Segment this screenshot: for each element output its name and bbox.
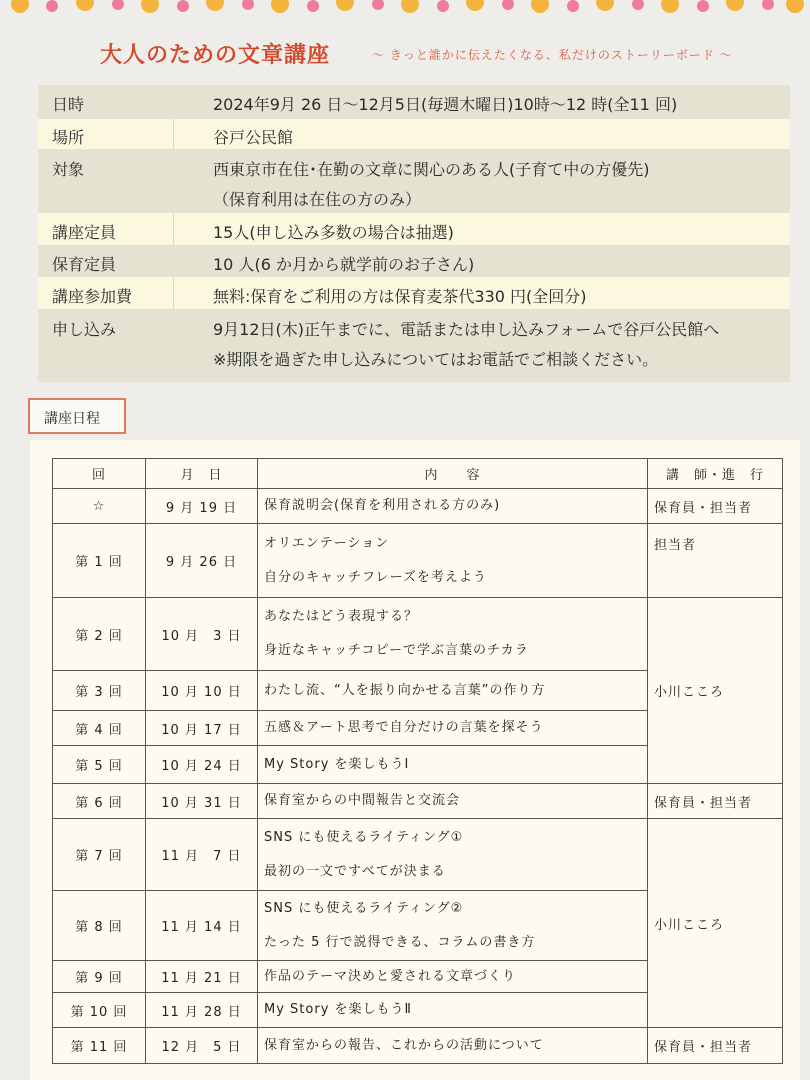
session-date: 11 月 14 日 (146, 891, 258, 961)
session-date: 10 月 24 日 (146, 746, 258, 784)
course-info-table (38, 85, 790, 382)
info-row-place (38, 119, 790, 149)
content-line: わたし流、“人を振り向かせる言葉”の作り方 (264, 682, 546, 698)
session-no: ☆ (53, 489, 146, 524)
session-content (258, 784, 648, 819)
info-value: 2024年9月 26 日～12月5日(毎週木曜日)10時～12 時(全11 回) (213, 95, 678, 114)
session-instructor: 小川こころ (648, 598, 783, 784)
content-line: 最初の一文ですべてが決まる (264, 863, 446, 879)
info-key: 対象 (52, 160, 85, 179)
info-row-capacity (38, 213, 790, 245)
content-line: あなたはどう表現する？ (264, 609, 419, 624)
content-line: 自分のキャッチフレーズを考えよう (264, 569, 487, 585)
content-line: 五感＆アート思考で自分だけの言葉を探そう (264, 720, 544, 735)
session-no: 第 10 回 (53, 993, 146, 1028)
session-content (258, 598, 648, 671)
session-no: 第 7 回 (53, 819, 146, 891)
session-content (258, 489, 648, 524)
session-date: 11 月 28 日 (146, 993, 258, 1028)
content-line: オリエンテーション (264, 535, 390, 551)
session-content (258, 746, 648, 784)
session-content (258, 1028, 648, 1064)
session-date: 12 月 5 日 (146, 1028, 258, 1064)
info-value: 9月12日(木)正午までに、電話または申し込みフォームで谷戸公民館へ (213, 320, 720, 339)
content-line: SNS にも使えるライティング② (264, 900, 464, 916)
page-subtitle: 〜 きっと誰かに伝えたくなる、私だけのストーリーボード 〜 (372, 48, 733, 62)
info-key: 申し込み (52, 320, 117, 339)
info-value: 15人(申し込み多数の場合は抽選) (213, 223, 454, 242)
info-key: 講座定員 (52, 223, 117, 242)
session-instructor: 保育員・担当者 (648, 489, 783, 524)
header-instructor: 講 師・進 行 (648, 459, 783, 489)
schedule-label-box (28, 398, 126, 434)
header-date: 月 日 (146, 459, 258, 489)
content-line: SNS にも使えるライティング① (264, 829, 464, 845)
session-date: 9 月 19 日 (146, 489, 258, 524)
info-row-childcare (38, 245, 790, 277)
info-row-application (38, 309, 790, 382)
session-content (258, 819, 648, 891)
session-date: 10 月 31 日 (146, 784, 258, 819)
session-content (258, 993, 648, 1028)
session-no: 第 2 回 (53, 598, 146, 671)
session-instructor: 小川こころ (648, 819, 783, 1028)
info-value: 西東京市在住･在勤の文章に関心のある人(子育て中の方優先) (213, 160, 650, 179)
content-line: My Story を楽しもうⅠ (264, 756, 410, 772)
session-date: 10 月 3 日 (146, 598, 258, 671)
session-content (258, 524, 648, 598)
session-content (258, 891, 648, 961)
table-row (53, 819, 783, 891)
content-line: 身近なキャッチコピーで学ぶ言葉のチカラ (264, 643, 529, 658)
session-no: 第 8 回 (53, 891, 146, 961)
info-value-note: ※期限を過ぎた申し込みについてはお電話でご相談ください。 (213, 350, 659, 369)
session-no: 第 3 回 (53, 671, 146, 711)
session-date: 11 月 7 日 (146, 819, 258, 891)
table-row (53, 598, 783, 671)
session-date: 10 月 17 日 (146, 711, 258, 746)
table-row (53, 524, 783, 598)
session-date: 11 月 21 日 (146, 961, 258, 993)
info-value: 10 人(6 か月から就学前のお子さん) (213, 255, 475, 274)
header-content: 内 容 (258, 459, 648, 489)
flower-border-decoration (0, 0, 810, 22)
session-instructor: 保育員・担当者 (648, 1028, 783, 1064)
schedule-label: 講座日程 (44, 411, 100, 427)
info-key: 講座参加費 (52, 287, 133, 306)
session-no: 第 5 回 (53, 746, 146, 784)
content-line: 作品のテーマ決めと愛される文章づくり (264, 968, 517, 984)
content-line: My Story を楽しもうⅡ (264, 1002, 412, 1017)
page-header (100, 38, 800, 72)
session-content (258, 961, 648, 993)
table-row (53, 1028, 783, 1064)
info-key: 日時 (52, 95, 85, 114)
info-key: 場所 (52, 128, 85, 147)
table-row (53, 784, 783, 819)
schedule-table (52, 458, 783, 1064)
header-no: 回 (53, 459, 146, 489)
table-header-row (53, 459, 783, 489)
session-no: 第 1 回 (53, 524, 146, 598)
content-line: たった 5 行で説得できる、コラムの書き方 (264, 934, 536, 950)
content-line: 保育室からの中間報告と交流会 (264, 793, 461, 808)
info-value: 谷戸公民館 (213, 128, 294, 147)
page-title: 大人のための文章講座 (100, 43, 331, 68)
table-row (53, 489, 783, 524)
session-date: 10 月 10 日 (146, 671, 258, 711)
content-line: 保育説明会(保育を利用される方のみ) (264, 498, 501, 513)
session-content (258, 671, 648, 711)
session-instructor: 担当者 (648, 524, 783, 598)
session-date: 9 月 26 日 (146, 524, 258, 598)
info-row-target (38, 149, 790, 213)
info-row-datetime (38, 85, 790, 119)
info-value: 無料:保育をご利用の方は保育麦茶代330 円(全回分) (213, 287, 587, 306)
content-line: 保育室からの報告、これからの活動について (264, 1037, 544, 1053)
session-content (258, 711, 648, 746)
session-no: 第 4 回 (53, 711, 146, 746)
session-no: 第 6 回 (53, 784, 146, 819)
session-no: 第 9 回 (53, 961, 146, 993)
info-value-note: （保育利用は在住の方のみ） (213, 190, 422, 209)
info-key: 保育定員 (52, 255, 117, 274)
session-no: 第 11 回 (53, 1028, 146, 1064)
session-instructor: 保育員・担当者 (648, 784, 783, 819)
info-row-fee (38, 277, 790, 309)
